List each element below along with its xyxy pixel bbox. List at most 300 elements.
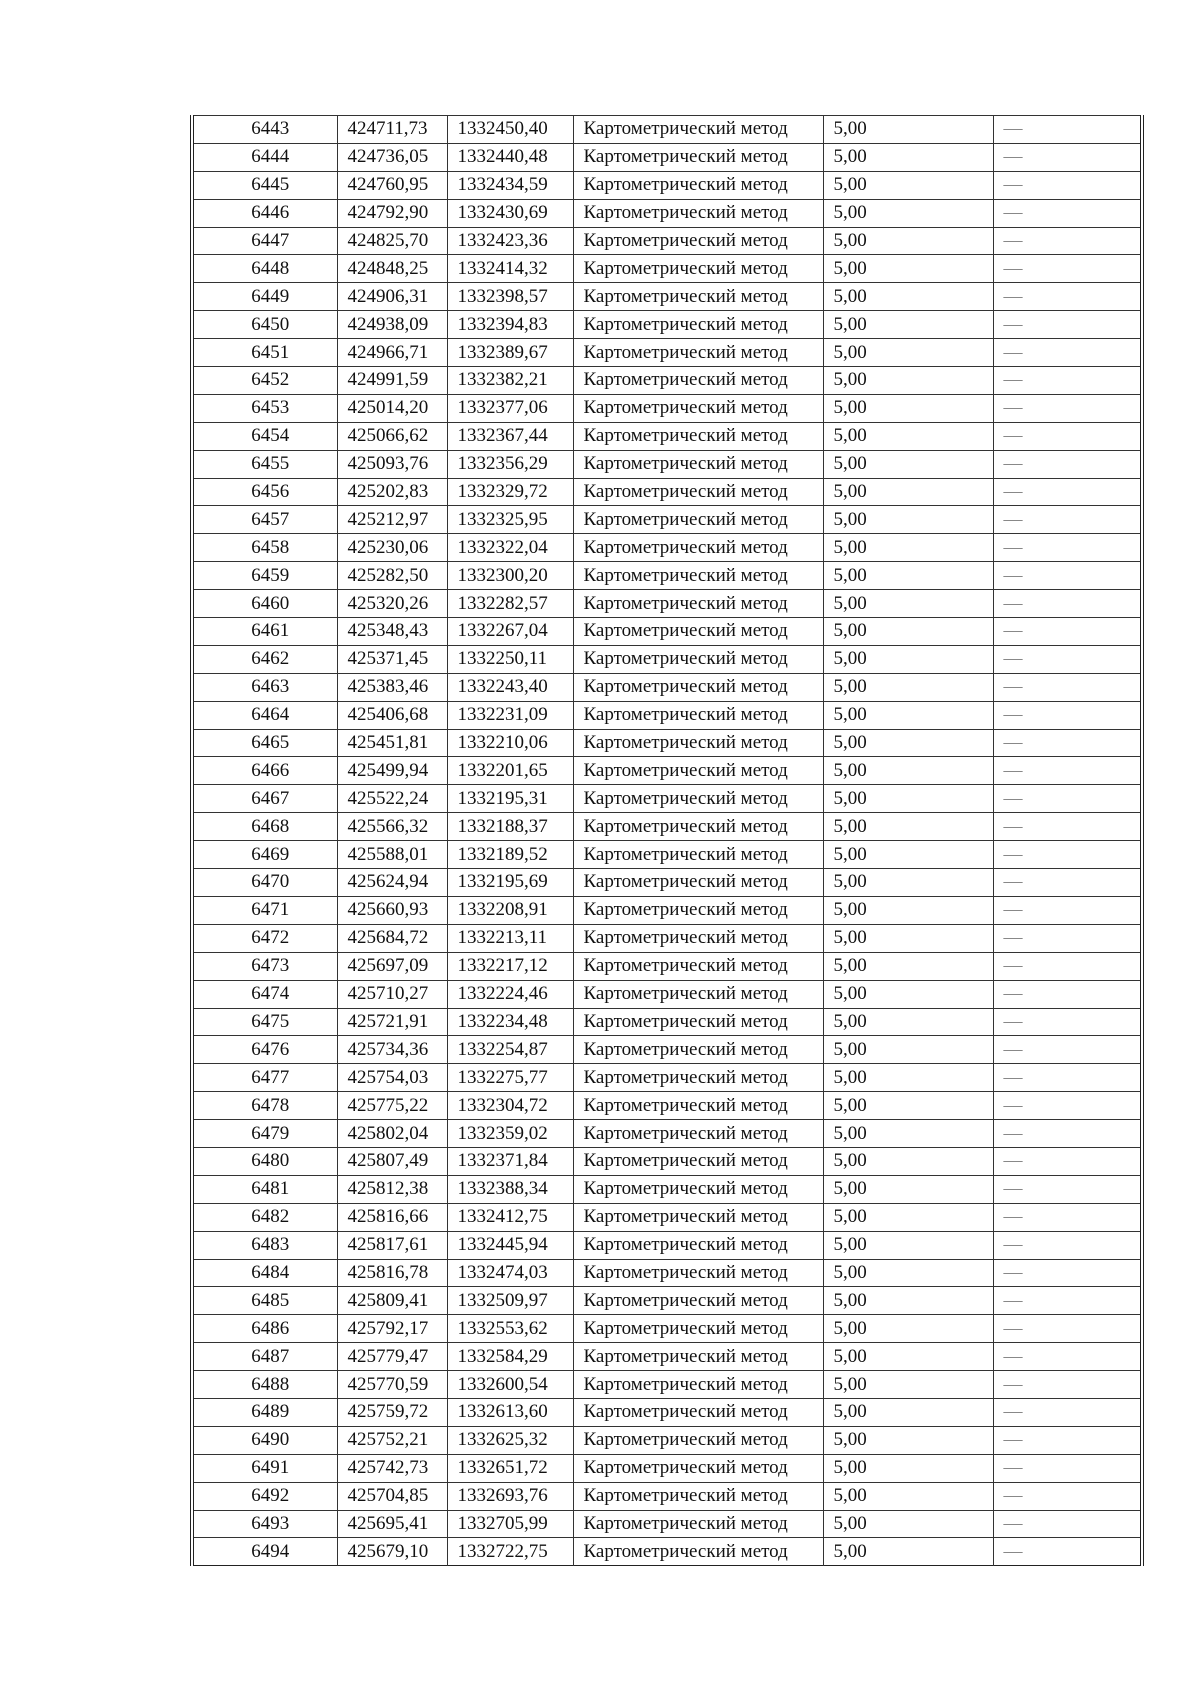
accuracy-cell: 5,00: [823, 952, 993, 980]
table-row: [192, 255, 1142, 283]
accuracy-cell: 5,00: [823, 1482, 993, 1510]
note-cell: —: [993, 673, 1142, 701]
x-coordinate-cell: 425695,41: [337, 1510, 447, 1538]
x-coordinate-cell: 425704,85: [337, 1482, 447, 1510]
table-row: [192, 1343, 1142, 1371]
y-coordinate-cell: 1332394,83: [447, 311, 573, 339]
note-cell: —: [993, 1120, 1142, 1148]
point-number-cell: 6470: [192, 869, 337, 897]
y-coordinate-cell: 1332371,84: [447, 1147, 573, 1175]
x-coordinate-cell: 424792,90: [337, 199, 447, 227]
method-cell: Картометрический метод: [573, 785, 823, 813]
method-cell: Картометрический метод: [573, 1092, 823, 1120]
y-coordinate-cell: 1332445,94: [447, 1231, 573, 1259]
x-coordinate-cell: 425660,93: [337, 896, 447, 924]
table-row: [192, 506, 1142, 534]
note-cell: —: [993, 785, 1142, 813]
method-cell: Картометрический метод: [573, 171, 823, 199]
note-cell: —: [993, 1175, 1142, 1203]
point-number-cell: 6485: [192, 1287, 337, 1315]
accuracy-cell: 5,00: [823, 394, 993, 422]
note-cell: —: [993, 450, 1142, 478]
note-cell: —: [993, 1008, 1142, 1036]
accuracy-cell: 5,00: [823, 1147, 993, 1175]
x-coordinate-cell: 425212,97: [337, 506, 447, 534]
x-coordinate-cell: 425775,22: [337, 1092, 447, 1120]
point-number-cell: 6468: [192, 813, 337, 841]
accuracy-cell: 5,00: [823, 562, 993, 590]
y-coordinate-cell: 1332509,97: [447, 1287, 573, 1315]
accuracy-cell: 5,00: [823, 1064, 993, 1092]
accuracy-cell: 5,00: [823, 896, 993, 924]
accuracy-cell: 5,00: [823, 1120, 993, 1148]
y-coordinate-cell: 1332722,75: [447, 1538, 573, 1566]
table-row: [192, 785, 1142, 813]
note-cell: —: [993, 813, 1142, 841]
x-coordinate-cell: 425754,03: [337, 1064, 447, 1092]
table-row: [192, 701, 1142, 729]
note-cell: —: [993, 1231, 1142, 1259]
point-number-cell: 6456: [192, 478, 337, 506]
point-number-cell: 6454: [192, 422, 337, 450]
method-cell: Картометрический метод: [573, 645, 823, 673]
table-row: [192, 1371, 1142, 1399]
y-coordinate-cell: 1332250,11: [447, 645, 573, 673]
x-coordinate-cell: 425684,72: [337, 924, 447, 952]
coordinates-table: [190, 115, 1144, 1566]
note-cell: —: [993, 1510, 1142, 1538]
note-cell: —: [993, 394, 1142, 422]
accuracy-cell: 5,00: [823, 1259, 993, 1287]
accuracy-cell: 5,00: [823, 618, 993, 646]
x-coordinate-cell: 425697,09: [337, 952, 447, 980]
note-cell: —: [993, 841, 1142, 869]
accuracy-cell: 5,00: [823, 1175, 993, 1203]
table-row: [192, 283, 1142, 311]
table-row: [192, 1203, 1142, 1231]
y-coordinate-cell: 1332201,65: [447, 757, 573, 785]
x-coordinate-cell: 424848,25: [337, 255, 447, 283]
y-coordinate-cell: 1332217,12: [447, 952, 573, 980]
table-row: [192, 673, 1142, 701]
y-coordinate-cell: 1332224,46: [447, 980, 573, 1008]
note-cell: —: [993, 534, 1142, 562]
accuracy-cell: 5,00: [823, 1231, 993, 1259]
method-cell: Картометрический метод: [573, 562, 823, 590]
method-cell: Картометрический метод: [573, 952, 823, 980]
method-cell: Картометрический метод: [573, 618, 823, 646]
table-row: [192, 1092, 1142, 1120]
table-row: [192, 1454, 1142, 1482]
y-coordinate-cell: 1332693,76: [447, 1482, 573, 1510]
x-coordinate-cell: 425817,61: [337, 1231, 447, 1259]
table-row: [192, 1231, 1142, 1259]
method-cell: Картометрический метод: [573, 1008, 823, 1036]
y-coordinate-cell: 1332651,72: [447, 1454, 573, 1482]
y-coordinate-cell: 1332195,31: [447, 785, 573, 813]
method-cell: Картометрический метод: [573, 813, 823, 841]
y-coordinate-cell: 1332208,91: [447, 896, 573, 924]
table-row: [192, 590, 1142, 618]
accuracy-cell: 5,00: [823, 255, 993, 283]
table-row: [192, 924, 1142, 952]
note-cell: —: [993, 729, 1142, 757]
point-number-cell: 6477: [192, 1064, 337, 1092]
method-cell: Картометрический метод: [573, 311, 823, 339]
method-cell: Картометрический метод: [573, 422, 823, 450]
y-coordinate-cell: 1332398,57: [447, 283, 573, 311]
y-coordinate-cell: 1332553,62: [447, 1315, 573, 1343]
table-row: [192, 869, 1142, 897]
table-row: [192, 339, 1142, 367]
method-cell: Картометрический метод: [573, 701, 823, 729]
table-row: [192, 1482, 1142, 1510]
y-coordinate-cell: 1332188,37: [447, 813, 573, 841]
x-coordinate-cell: 425721,91: [337, 1008, 447, 1036]
method-cell: Картометрический метод: [573, 1426, 823, 1454]
point-number-cell: 6448: [192, 255, 337, 283]
note-cell: —: [993, 701, 1142, 729]
point-number-cell: 6472: [192, 924, 337, 952]
y-coordinate-cell: 1332254,87: [447, 1036, 573, 1064]
x-coordinate-cell: 425093,76: [337, 450, 447, 478]
x-coordinate-cell: 424938,09: [337, 311, 447, 339]
table-row: [192, 645, 1142, 673]
table-row: [192, 952, 1142, 980]
x-coordinate-cell: 425779,47: [337, 1343, 447, 1371]
x-coordinate-cell: 425802,04: [337, 1120, 447, 1148]
accuracy-cell: 5,00: [823, 729, 993, 757]
point-number-cell: 6459: [192, 562, 337, 590]
method-cell: Картометрический метод: [573, 841, 823, 869]
table-row: [192, 841, 1142, 869]
y-coordinate-cell: 1332356,29: [447, 450, 573, 478]
point-number-cell: 6476: [192, 1036, 337, 1064]
y-coordinate-cell: 1332329,72: [447, 478, 573, 506]
note-cell: —: [993, 1371, 1142, 1399]
x-coordinate-cell: 425742,73: [337, 1454, 447, 1482]
accuracy-cell: 5,00: [823, 478, 993, 506]
point-number-cell: 6492: [192, 1482, 337, 1510]
accuracy-cell: 5,00: [823, 1426, 993, 1454]
point-number-cell: 6482: [192, 1203, 337, 1231]
x-coordinate-cell: 424906,31: [337, 283, 447, 311]
note-cell: —: [993, 645, 1142, 673]
point-number-cell: 6445: [192, 171, 337, 199]
x-coordinate-cell: 425282,50: [337, 562, 447, 590]
method-cell: Картометрический метод: [573, 896, 823, 924]
table-body: [192, 116, 1142, 1566]
x-coordinate-cell: 424966,71: [337, 339, 447, 367]
point-number-cell: 6469: [192, 841, 337, 869]
note-cell: —: [993, 1036, 1142, 1064]
x-coordinate-cell: 425812,38: [337, 1175, 447, 1203]
point-number-cell: 6460: [192, 590, 337, 618]
method-cell: Картометрический метод: [573, 1454, 823, 1482]
accuracy-cell: 5,00: [823, 1343, 993, 1371]
method-cell: Картометрический метод: [573, 450, 823, 478]
note-cell: —: [993, 506, 1142, 534]
y-coordinate-cell: 1332423,36: [447, 227, 573, 255]
method-cell: Картометрический метод: [573, 143, 823, 171]
method-cell: Картометрический метод: [573, 1120, 823, 1148]
note-cell: —: [993, 1092, 1142, 1120]
point-number-cell: 6484: [192, 1259, 337, 1287]
table-row: [192, 1287, 1142, 1315]
point-number-cell: 6490: [192, 1426, 337, 1454]
table-row: [192, 562, 1142, 590]
x-coordinate-cell: 425320,26: [337, 590, 447, 618]
table-row: [192, 813, 1142, 841]
x-coordinate-cell: 425230,06: [337, 534, 447, 562]
accuracy-cell: 5,00: [823, 841, 993, 869]
accuracy-cell: 5,00: [823, 1538, 993, 1566]
note-cell: —: [993, 227, 1142, 255]
accuracy-cell: 5,00: [823, 1203, 993, 1231]
note-cell: —: [993, 367, 1142, 395]
table-row: [192, 1259, 1142, 1287]
y-coordinate-cell: 1332434,59: [447, 171, 573, 199]
point-number-cell: 6491: [192, 1454, 337, 1482]
note-cell: —: [993, 422, 1142, 450]
method-cell: Картометрический метод: [573, 1371, 823, 1399]
point-number-cell: 6455: [192, 450, 337, 478]
note-cell: —: [993, 1538, 1142, 1566]
x-coordinate-cell: 425807,49: [337, 1147, 447, 1175]
y-coordinate-cell: 1332600,54: [447, 1371, 573, 1399]
x-coordinate-cell: 425624,94: [337, 869, 447, 897]
y-coordinate-cell: 1332304,72: [447, 1092, 573, 1120]
note-cell: —: [993, 171, 1142, 199]
point-number-cell: 6450: [192, 311, 337, 339]
point-number-cell: 6486: [192, 1315, 337, 1343]
y-coordinate-cell: 1332474,03: [447, 1259, 573, 1287]
y-coordinate-cell: 1332300,20: [447, 562, 573, 590]
method-cell: Картометрический метод: [573, 869, 823, 897]
accuracy-cell: 5,00: [823, 1510, 993, 1538]
point-number-cell: 6487: [192, 1343, 337, 1371]
accuracy-cell: 5,00: [823, 116, 993, 144]
y-coordinate-cell: 1332325,95: [447, 506, 573, 534]
point-number-cell: 6483: [192, 1231, 337, 1259]
x-coordinate-cell: 425202,83: [337, 478, 447, 506]
x-coordinate-cell: 425499,94: [337, 757, 447, 785]
point-number-cell: 6488: [192, 1371, 337, 1399]
note-cell: —: [993, 143, 1142, 171]
y-coordinate-cell: 1332584,29: [447, 1343, 573, 1371]
x-coordinate-cell: 425816,66: [337, 1203, 447, 1231]
table-row: [192, 729, 1142, 757]
method-cell: Картометрический метод: [573, 478, 823, 506]
note-cell: —: [993, 1426, 1142, 1454]
point-number-cell: 6457: [192, 506, 337, 534]
note-cell: —: [993, 869, 1142, 897]
accuracy-cell: 5,00: [823, 227, 993, 255]
method-cell: Картометрический метод: [573, 590, 823, 618]
x-coordinate-cell: 424825,70: [337, 227, 447, 255]
table-row: [192, 1036, 1142, 1064]
y-coordinate-cell: 1332625,32: [447, 1426, 573, 1454]
y-coordinate-cell: 1332705,99: [447, 1510, 573, 1538]
note-cell: —: [993, 311, 1142, 339]
table-row: [192, 618, 1142, 646]
accuracy-cell: 5,00: [823, 701, 993, 729]
accuracy-cell: 5,00: [823, 450, 993, 478]
x-coordinate-cell: 425522,24: [337, 785, 447, 813]
accuracy-cell: 5,00: [823, 171, 993, 199]
x-coordinate-cell: 425759,72: [337, 1398, 447, 1426]
y-coordinate-cell: 1332282,57: [447, 590, 573, 618]
accuracy-cell: 5,00: [823, 199, 993, 227]
accuracy-cell: 5,00: [823, 785, 993, 813]
accuracy-cell: 5,00: [823, 534, 993, 562]
note-cell: —: [993, 1147, 1142, 1175]
point-number-cell: 6467: [192, 785, 337, 813]
point-number-cell: 6461: [192, 618, 337, 646]
method-cell: Картометрический метод: [573, 1064, 823, 1092]
y-coordinate-cell: 1332275,77: [447, 1064, 573, 1092]
x-coordinate-cell: 424711,73: [337, 116, 447, 144]
accuracy-cell: 5,00: [823, 980, 993, 1008]
table-row: [192, 1538, 1142, 1566]
note-cell: —: [993, 1482, 1142, 1510]
point-number-cell: 6480: [192, 1147, 337, 1175]
y-coordinate-cell: 1332430,69: [447, 199, 573, 227]
x-coordinate-cell: 424991,59: [337, 367, 447, 395]
note-cell: —: [993, 478, 1142, 506]
y-coordinate-cell: 1332382,21: [447, 367, 573, 395]
accuracy-cell: 5,00: [823, 1371, 993, 1399]
method-cell: Картометрический метод: [573, 1510, 823, 1538]
point-number-cell: 6471: [192, 896, 337, 924]
y-coordinate-cell: 1332189,52: [447, 841, 573, 869]
method-cell: Картометрический метод: [573, 227, 823, 255]
point-number-cell: 6466: [192, 757, 337, 785]
point-number-cell: 6444: [192, 143, 337, 171]
accuracy-cell: 5,00: [823, 924, 993, 952]
method-cell: Картометрический метод: [573, 1231, 823, 1259]
table-row: [192, 422, 1142, 450]
y-coordinate-cell: 1332234,48: [447, 1008, 573, 1036]
accuracy-cell: 5,00: [823, 590, 993, 618]
table-row: [192, 896, 1142, 924]
y-coordinate-cell: 1332414,32: [447, 255, 573, 283]
note-cell: —: [993, 1343, 1142, 1371]
table-row: [192, 227, 1142, 255]
y-coordinate-cell: 1332450,40: [447, 116, 573, 144]
table-row: [192, 1147, 1142, 1175]
note-cell: —: [993, 562, 1142, 590]
x-coordinate-cell: 425348,43: [337, 618, 447, 646]
method-cell: Картометрический метод: [573, 1175, 823, 1203]
table-row: [192, 199, 1142, 227]
method-cell: Картометрический метод: [573, 1482, 823, 1510]
y-coordinate-cell: 1332377,06: [447, 394, 573, 422]
table-row: [192, 311, 1142, 339]
point-number-cell: 6481: [192, 1175, 337, 1203]
method-cell: Картометрический метод: [573, 924, 823, 952]
method-cell: Картометрический метод: [573, 729, 823, 757]
accuracy-cell: 5,00: [823, 367, 993, 395]
y-coordinate-cell: 1332213,11: [447, 924, 573, 952]
y-coordinate-cell: 1332389,67: [447, 339, 573, 367]
accuracy-cell: 5,00: [823, 869, 993, 897]
table-row: [192, 1510, 1142, 1538]
method-cell: Картометрический метод: [573, 394, 823, 422]
note-cell: —: [993, 757, 1142, 785]
accuracy-cell: 5,00: [823, 422, 993, 450]
accuracy-cell: 5,00: [823, 1008, 993, 1036]
point-number-cell: 6462: [192, 645, 337, 673]
x-coordinate-cell: 425014,20: [337, 394, 447, 422]
accuracy-cell: 5,00: [823, 283, 993, 311]
method-cell: Картометрический метод: [573, 1259, 823, 1287]
table-row: [192, 1064, 1142, 1092]
table-row: [192, 394, 1142, 422]
x-coordinate-cell: 425588,01: [337, 841, 447, 869]
point-number-cell: 6443: [192, 116, 337, 144]
point-number-cell: 6474: [192, 980, 337, 1008]
y-coordinate-cell: 1332267,04: [447, 618, 573, 646]
note-cell: —: [993, 618, 1142, 646]
table-row: [192, 1315, 1142, 1343]
method-cell: Картометрический метод: [573, 1147, 823, 1175]
note-cell: —: [993, 1287, 1142, 1315]
y-coordinate-cell: 1332322,04: [447, 534, 573, 562]
note-cell: —: [993, 1454, 1142, 1482]
point-number-cell: 6452: [192, 367, 337, 395]
point-number-cell: 6446: [192, 199, 337, 227]
y-coordinate-cell: 1332613,60: [447, 1398, 573, 1426]
note-cell: —: [993, 199, 1142, 227]
point-number-cell: 6465: [192, 729, 337, 757]
x-coordinate-cell: 424736,05: [337, 143, 447, 171]
point-number-cell: 6458: [192, 534, 337, 562]
point-number-cell: 6449: [192, 283, 337, 311]
x-coordinate-cell: 425734,36: [337, 1036, 447, 1064]
y-coordinate-cell: 1332412,75: [447, 1203, 573, 1231]
note-cell: —: [993, 116, 1142, 144]
method-cell: Картометрический метод: [573, 1398, 823, 1426]
note-cell: —: [993, 255, 1142, 283]
method-cell: Картометрический метод: [573, 534, 823, 562]
y-coordinate-cell: 1332231,09: [447, 701, 573, 729]
point-number-cell: 6494: [192, 1538, 337, 1566]
x-coordinate-cell: 425816,78: [337, 1259, 447, 1287]
accuracy-cell: 5,00: [823, 506, 993, 534]
accuracy-cell: 5,00: [823, 1092, 993, 1120]
point-number-cell: 6475: [192, 1008, 337, 1036]
point-number-cell: 6464: [192, 701, 337, 729]
table-row: [192, 1426, 1142, 1454]
x-coordinate-cell: 424760,95: [337, 171, 447, 199]
point-number-cell: 6473: [192, 952, 337, 980]
x-coordinate-cell: 425566,32: [337, 813, 447, 841]
method-cell: Картометрический метод: [573, 116, 823, 144]
accuracy-cell: 5,00: [823, 757, 993, 785]
point-number-cell: 6463: [192, 673, 337, 701]
accuracy-cell: 5,00: [823, 1454, 993, 1482]
method-cell: Картометрический метод: [573, 199, 823, 227]
method-cell: Картометрический метод: [573, 367, 823, 395]
method-cell: Картометрический метод: [573, 283, 823, 311]
method-cell: Картометрический метод: [573, 1036, 823, 1064]
accuracy-cell: 5,00: [823, 645, 993, 673]
note-cell: —: [993, 1203, 1142, 1231]
y-coordinate-cell: 1332388,34: [447, 1175, 573, 1203]
y-coordinate-cell: 1332195,69: [447, 869, 573, 897]
x-coordinate-cell: 425792,17: [337, 1315, 447, 1343]
